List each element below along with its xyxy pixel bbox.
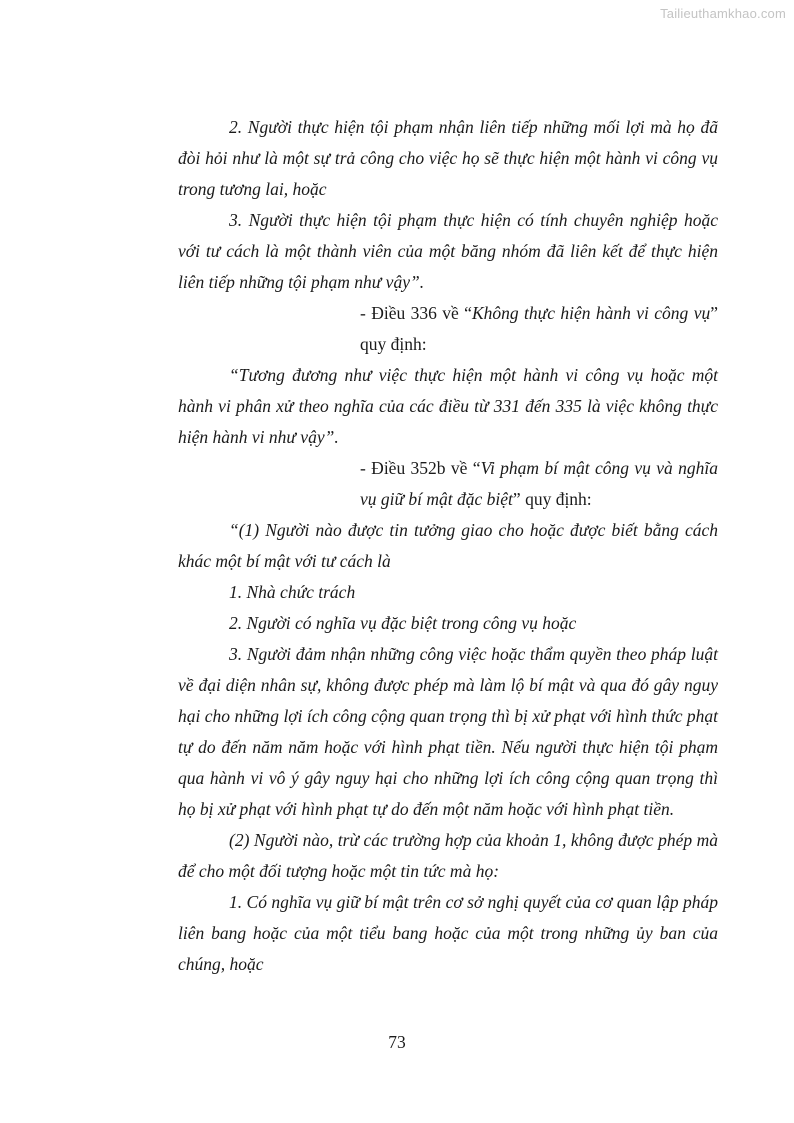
- paragraph: 1. Có nghĩa vụ giữ bí mật trên cơ sở nghị quyết của cơ quan lập pháp liên bang hoặc của một tiểu bang hoặc của một trong những ủy ban của chúng, hoặc: [178, 892, 718, 974]
- paragraph: 2. Người thực hiện tội phạm nhận liên tiếp những mối lợi mà họ đã đòi hỏi như là một sự trả công cho việc họ sẽ thực hiện một hành vi công vụ trong tương lai, hoặc: [178, 117, 718, 199]
- article-title: Không thực hiện hành vi công vụ: [471, 303, 711, 323]
- paragraph: 2. Người có nghĩa vụ đặc biệt trong công vụ hoặc: [229, 613, 577, 633]
- paragraph: 3. Người thực hiện tội phạm thực hiện có tính chuyên nghiệp hoặc với tư cách là một thành viên của một băng nhóm đã liên kết để thực hiện liên tiếp những tội phạm như vậy”.: [178, 210, 718, 292]
- paragraph: “(1) Người nào được tin tưởng giao cho hoặc được biết bằng cách khác một bí mật với tư cách là: [178, 520, 718, 571]
- article-prefix: - Điều 352b về “: [360, 458, 481, 478]
- watermark: Tailieuthamkhao.com: [660, 6, 786, 21]
- article-suffix: ” quy định:: [360, 303, 719, 354]
- page-number: 73: [388, 1032, 406, 1052]
- article-title: Vi phạm bí mật công vụ và nghĩa vụ giữ bí mật đặc biệt: [360, 458, 718, 509]
- paragraph: (2) Người nào, trừ các trường hợp của khoản 1, không được phép mà để cho một đối tượng hoặc một tin tức mà họ:: [178, 830, 718, 881]
- paragraph: 1. Nhà chức trách: [229, 582, 356, 602]
- article-heading: [178, 453, 718, 515]
- article-prefix: - Điều 336 về “: [360, 303, 472, 323]
- article-suffix: ” quy định:: [512, 489, 592, 509]
- paragraph: “Tương đương như việc thực hiện một hành vi công vụ hoặc một hành vi phân xử theo nghĩa của các điều từ 331 đến 335 là việc không thực hiện hành vi như vậy”.: [178, 365, 718, 447]
- paragraph: 3. Người đảm nhận những công việc hoặc thẩm quyền theo pháp luật về đại diện nhân sự, không được phép mà làm lộ bí mật và qua đó gây nguy hại cho những lợi ích công cộng quan trọng thì bị xử phạt với hình thức phạt tự do đến năm năm hoặc với hình phạt tiền. Nếu người thực hiện tội phạm qua hành vi vô ý gây nguy hại cho những lợi ích công cộng quan trọng thì họ bị xử phạt với hình phạt tự do đến một năm hoặc với hình phạt tiền.: [178, 644, 718, 819]
- article-heading: [178, 298, 718, 360]
- document-body: [178, 112, 718, 980]
